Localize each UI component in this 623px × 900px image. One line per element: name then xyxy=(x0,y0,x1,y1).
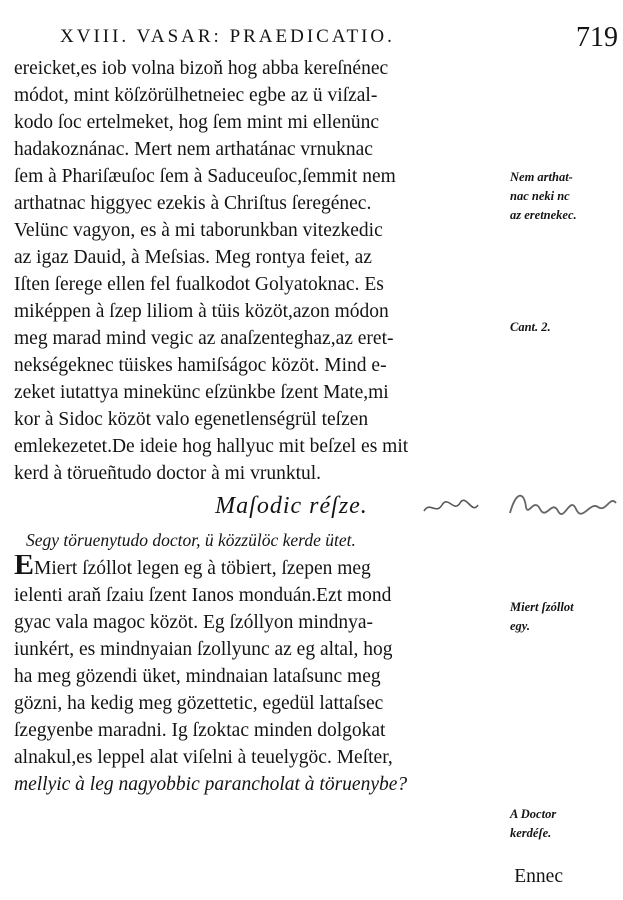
margin-note-line: az eretnekec. xyxy=(510,208,577,222)
drop-cap: E xyxy=(14,555,35,581)
text-line: kodo ſoc ertelmeket, hog ſem mint mi ellenünc xyxy=(14,112,379,133)
text-line: alnakul,es leppel alat viſelni à teuelygöc. Meſter, xyxy=(14,747,393,768)
text-line: ha meg gözendi üket, mindnaian lataſsunc meg xyxy=(14,666,381,687)
text-line: gyac vala magoc közöt. Eg ſzóllyon mindnya- xyxy=(14,612,374,633)
margin-note xyxy=(510,598,620,636)
page-header xyxy=(60,18,618,58)
text-line: gözni, ha kedig meg gözettetic, egedül lattaſsec xyxy=(14,693,384,714)
text-line: nekségeknec tüiskes hamiſságoc közöt. Mind e- xyxy=(14,355,387,376)
text-line: arthatnac higgyec ezekis à Chriſtus ſeregénec. xyxy=(14,193,372,214)
text-line: ielenti araň ſzaiu ſzent Ianos monduán.Ezt mond xyxy=(14,585,392,606)
margin-note-line: Miert ſzóllot xyxy=(510,600,574,614)
text-line: az igaz Dauid, à Meſsias. Meg rontya feiet, az xyxy=(14,247,372,268)
text-line: miképpen à ſzep liliom à tüis közöt,azon módon xyxy=(14,301,389,322)
text-line: zeket iutattya minekünc eſzünkbe ſzent Mate,mi xyxy=(14,382,389,403)
margin-note-line: kerdéſe. xyxy=(510,826,552,840)
section-heading: Maſodic réſze. xyxy=(215,493,368,519)
page-number: 719 xyxy=(576,22,618,53)
text-line: hadakoznánac. Mert nem arthatánac vrnuknac xyxy=(14,139,373,160)
margin-note xyxy=(510,318,620,337)
text-line: kerd à törueñtudo doctor à mi vrunktul. xyxy=(14,463,322,484)
margin-note-line: A Doctor xyxy=(510,807,557,821)
text-line: Iſten ſerege ellen fel fualkodot Golyatoknac. Es xyxy=(14,274,384,295)
main-text xyxy=(14,55,509,798)
text-line: ſzegyenbe maradni. Ig ſzoktac minden dolgokat xyxy=(14,720,386,741)
margin-note xyxy=(510,168,620,225)
text-line-with-dropcap xyxy=(14,555,509,582)
text-line: ſem à Phariſæuſoc ſem à Saduceuſoc,ſemmit nem xyxy=(14,166,396,187)
margin-note-line: nac neki nc xyxy=(510,189,570,203)
text-line: meg marad mind vegic az anaſzenteghaz,az eret- xyxy=(14,328,394,349)
text-line: mellyic à leg nagyobbic parancholat à töruenybe? xyxy=(14,774,408,795)
text-line: iunkért, es mindnyaian ſzollyunc az eg altal, hog xyxy=(14,639,393,660)
text-line-content: Miert ſzóllot legen eg à töbiert, ſzepen meg xyxy=(34,558,371,579)
text-line: kor à Sidoc közöt valo egenetlenségrül teſzen xyxy=(14,409,369,430)
text-line: ereicket,es iob volna bizoň hog abba kereſnénec xyxy=(14,58,389,79)
section-summary: Segy töruenytudo doctor, ü közzülöc kerde ütet. xyxy=(26,530,356,550)
margin-note-line: egy. xyxy=(510,619,531,633)
margin-note-line: Nem arthat- xyxy=(510,170,573,184)
handwritten-annotation xyxy=(420,487,620,521)
text-line: emlekezetet.De ideie hog hallyuc mit beſzel es mit xyxy=(14,436,409,457)
running-head: XVIII. VASAR: PRAEDICATIO. xyxy=(60,26,395,47)
text-line: módot, mint köſzörülhetneiec egbe az ü viſzal- xyxy=(14,85,378,106)
scribble-mark xyxy=(510,496,616,514)
catchword: Ennec xyxy=(514,866,563,887)
margin-note-line: Cant. 2. xyxy=(510,320,551,334)
text-line: Velünc vagyon, es à mi taborunkban vitezkedic xyxy=(14,220,383,241)
scribble-mark xyxy=(424,500,478,511)
margin-note xyxy=(510,805,620,843)
